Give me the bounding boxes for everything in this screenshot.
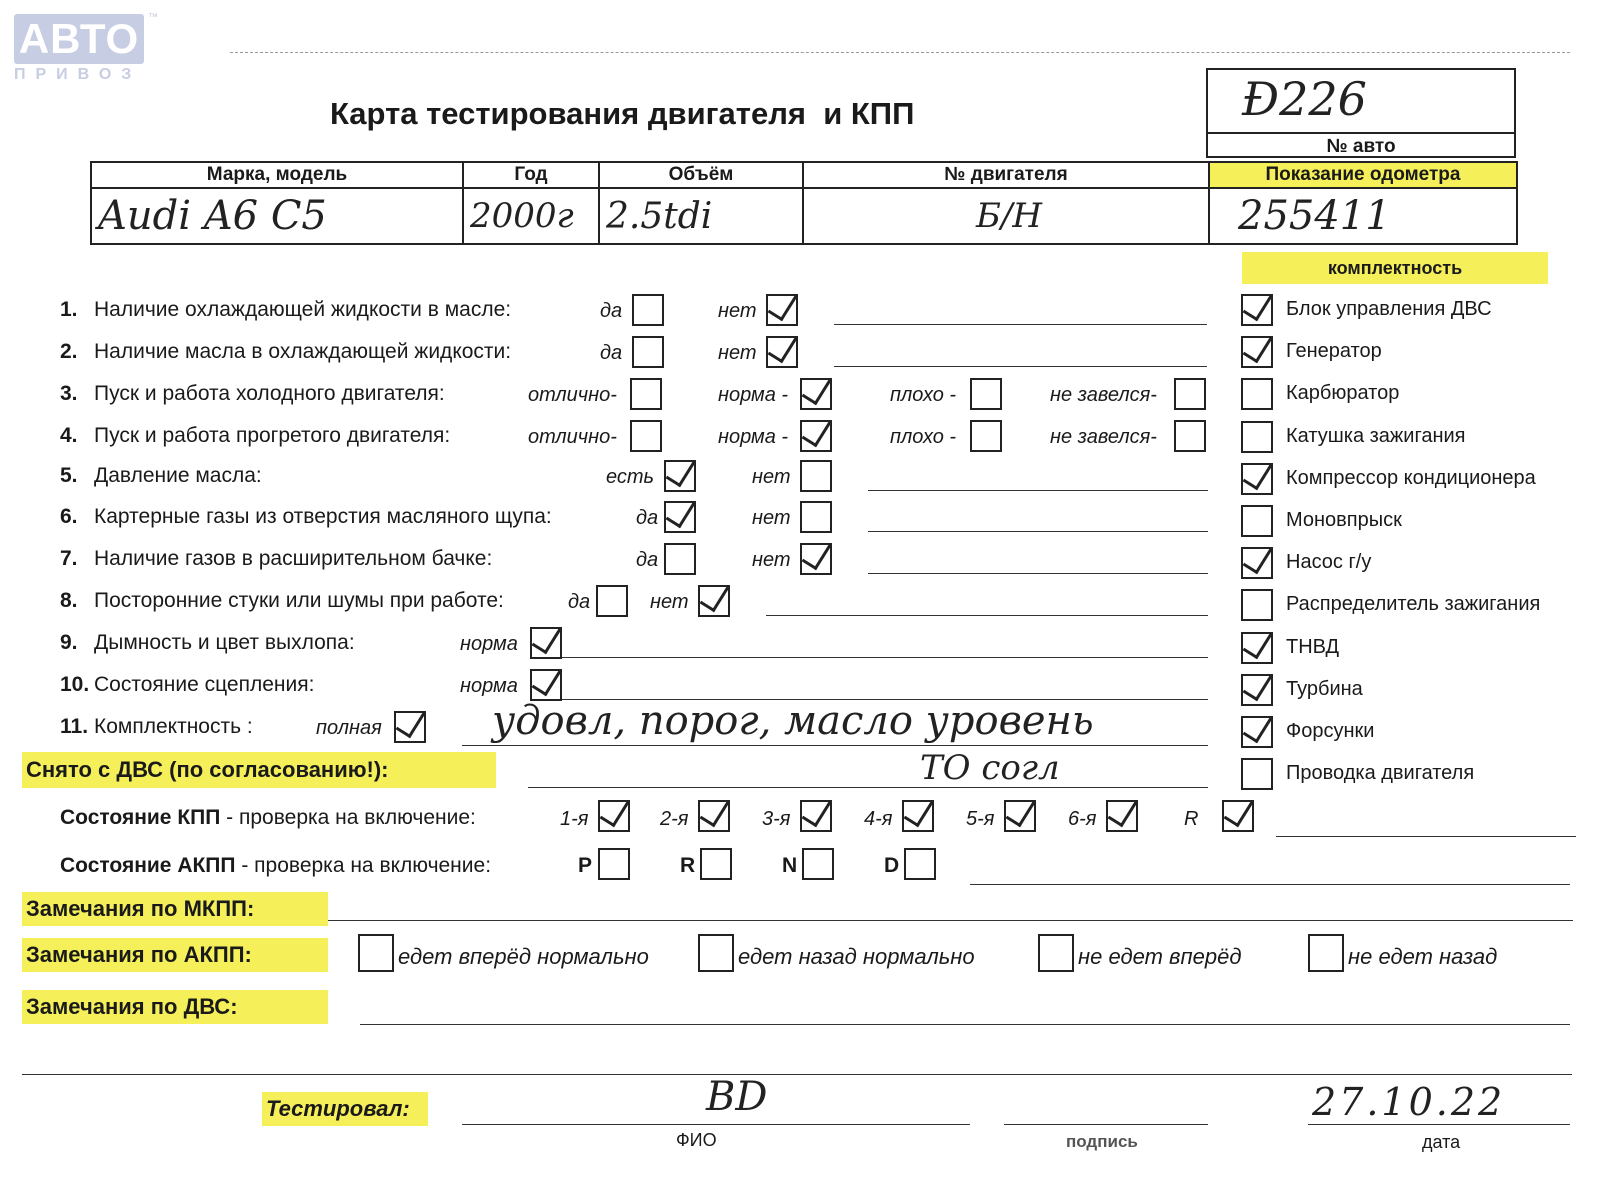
option-checkbox[interactable] xyxy=(664,501,696,533)
akpp-remark-label: не едет вперёд xyxy=(1078,944,1242,969)
answer-line xyxy=(868,490,1208,491)
option-checkbox[interactable] xyxy=(800,378,832,410)
completeness-checkbox[interactable] xyxy=(1241,758,1273,790)
question-number: 6. xyxy=(60,505,78,528)
option-checkbox[interactable] xyxy=(800,460,832,492)
akpp-line xyxy=(970,884,1570,885)
completeness-checkbox[interactable] xyxy=(1241,716,1273,748)
option-label: нет xyxy=(752,507,791,529)
gear-label: 2-я xyxy=(660,808,689,830)
remark-dvs-label: Замечания по ДВС: xyxy=(26,994,238,1019)
option-label: норма xyxy=(460,675,518,697)
option-checkbox[interactable] xyxy=(1174,378,1206,410)
option-checkbox[interactable] xyxy=(970,420,1002,452)
akpp-remark-label: едет назад нормально xyxy=(738,944,975,969)
question-text: Дымность и цвет выхлопа: xyxy=(94,631,355,654)
completeness-item-label: Карбюратор xyxy=(1286,382,1400,405)
completeness-checkbox[interactable] xyxy=(1241,378,1273,410)
note11-text: удовл, порог, масло уровень xyxy=(492,698,1094,744)
option-checkbox[interactable] xyxy=(664,543,696,575)
car-number-label: № авто xyxy=(1208,132,1514,160)
akpp-mode-checkbox[interactable] xyxy=(802,848,834,880)
test-date: 27.10.22 xyxy=(1312,1080,1506,1124)
gear-label: R xyxy=(1184,808,1199,830)
option-checkbox[interactable] xyxy=(766,294,798,326)
completeness-checkbox[interactable] xyxy=(1241,505,1273,537)
completeness-item-label: Насос г/у xyxy=(1286,551,1372,574)
option-checkbox[interactable] xyxy=(766,336,798,368)
option-checkbox[interactable] xyxy=(530,669,562,701)
gear-checkbox[interactable] xyxy=(902,800,934,832)
option-label: плохо - xyxy=(890,384,957,406)
option-checkbox[interactable] xyxy=(664,460,696,492)
option-checkbox[interactable] xyxy=(1174,420,1206,452)
question-text: Состояние сцепления: xyxy=(94,673,315,696)
sign-caption: подпись xyxy=(1066,1132,1138,1151)
remark-akpp-label: Замечания по АКПП: xyxy=(26,942,252,967)
col-volume: Объём xyxy=(599,162,803,188)
question-text: Наличие масла в охлаждающей жидкости: xyxy=(94,340,512,363)
akpp-remark-checkbox[interactable] xyxy=(1038,934,1074,972)
kpp-line xyxy=(1276,836,1576,837)
option-checkbox[interactable] xyxy=(970,378,1002,410)
completeness-checkbox[interactable] xyxy=(1241,674,1273,706)
completeness-item-label: Проводка двигателя xyxy=(1286,762,1475,785)
question-number: 1. xyxy=(60,298,78,321)
question-text: Наличие охлаждающей жидкости в масле: xyxy=(94,298,512,321)
question-number: 3. xyxy=(60,382,78,405)
completeness-item-label: Моновпрыск xyxy=(1286,509,1402,531)
akpp-mode-label: N xyxy=(782,854,798,877)
question-number: 7. xyxy=(60,547,78,570)
option-checkbox[interactable] xyxy=(630,378,662,410)
akpp-remark-checkbox[interactable] xyxy=(698,934,734,972)
answer-line xyxy=(834,324,1207,325)
val-odometer: 255411 xyxy=(1209,188,1517,244)
val-year: 2000г xyxy=(463,188,599,244)
option-checkbox[interactable] xyxy=(630,420,662,452)
page-title: Карта тестирования двигателя и КПП xyxy=(330,96,915,131)
question-text: Наличие газов в расширительном бачке: xyxy=(94,547,493,570)
option-checkbox[interactable] xyxy=(800,543,832,575)
option-label: да xyxy=(568,591,591,613)
answer-line xyxy=(868,573,1208,574)
gear-label: 4-я xyxy=(864,808,893,830)
question-number: 9. xyxy=(60,631,78,654)
option-checkbox[interactable] xyxy=(632,294,664,326)
question-text: Давление масла: xyxy=(94,464,262,487)
option-label: норма - xyxy=(718,426,789,448)
fio-line xyxy=(462,1124,970,1125)
date-caption: дата xyxy=(1422,1132,1461,1152)
option-label: да xyxy=(600,342,623,364)
question-number: 2. xyxy=(60,340,78,363)
gear-checkbox[interactable] xyxy=(1106,800,1138,832)
akpp-mode-label: R xyxy=(680,854,696,877)
logo-box: АВТО xyxy=(14,14,144,64)
completeness-item-label: Форсунки xyxy=(1286,720,1375,742)
gear-checkbox[interactable] xyxy=(598,800,630,832)
akpp-remark-checkbox[interactable] xyxy=(1308,934,1344,972)
option-label: нет xyxy=(650,591,689,613)
completeness-item-label: ТНВД xyxy=(1286,635,1340,658)
akpp-mode-checkbox[interactable] xyxy=(700,848,732,880)
option-checkbox[interactable] xyxy=(530,627,562,659)
completeness-item-label: Компрессор кондиционера xyxy=(1286,466,1536,489)
kpp-label: Состояние КПП - проверка на включение: xyxy=(60,806,476,829)
option-checkbox[interactable] xyxy=(394,711,426,743)
remark-dvs-line xyxy=(360,1024,1570,1025)
header-table xyxy=(90,161,1518,245)
akpp-remark-checkbox[interactable] xyxy=(358,934,394,972)
answer-line xyxy=(868,531,1208,532)
question-number: 8. xyxy=(60,589,78,612)
fio-caption: ФИО xyxy=(676,1130,717,1150)
akpp-mode-label: P xyxy=(578,854,593,877)
completeness-checkbox[interactable] xyxy=(1241,421,1273,453)
akpp-mode-checkbox[interactable] xyxy=(904,848,936,880)
completeness-checkbox[interactable] xyxy=(1241,463,1273,495)
tester-name: BD xyxy=(706,1074,768,1120)
sign-line xyxy=(1004,1124,1208,1125)
gear-label: 1-я xyxy=(560,808,589,830)
option-label: норма - xyxy=(718,384,789,406)
gear-label: 5-я xyxy=(966,808,995,830)
col-year: Год xyxy=(463,162,599,188)
val-volume: 2.5tdi xyxy=(599,188,803,244)
gear-checkbox[interactable] xyxy=(1222,800,1254,832)
answer-line xyxy=(766,615,1208,616)
tested-label: Тестировал: xyxy=(266,1096,410,1121)
option-label: нет xyxy=(752,549,791,571)
removed-line xyxy=(528,787,1208,788)
akpp-remark-label: не едет назад xyxy=(1348,944,1498,969)
completeness-item-label: Турбина xyxy=(1286,677,1363,700)
val-model: Audi A6 C5 xyxy=(91,188,463,244)
col-model: Марка, модель xyxy=(91,162,463,188)
question-text: Пуск и работа холодного двигателя: xyxy=(94,382,445,405)
option-checkbox[interactable] xyxy=(800,501,832,533)
gear-checkbox[interactable] xyxy=(698,800,730,832)
completeness-item-label: Генератор xyxy=(1286,340,1382,363)
note11-line xyxy=(462,745,1208,746)
option-label: нет xyxy=(718,300,757,322)
option-label: да xyxy=(636,507,659,529)
option-label: полная xyxy=(316,717,382,739)
completeness-checkbox[interactable] xyxy=(1241,547,1273,579)
option-label: да xyxy=(600,300,623,322)
option-label: да xyxy=(636,549,659,571)
completeness-checkbox[interactable] xyxy=(1241,294,1273,326)
logo-sub: ПРИВОЗ xyxy=(14,66,142,83)
akpp-mode-checkbox[interactable] xyxy=(598,848,630,880)
car-number-box xyxy=(1206,68,1516,158)
akpp-label: Состояние АКПП - проверка на включение: xyxy=(60,854,492,877)
completeness-item-label: Блок управления ДВС xyxy=(1286,298,1492,320)
question-text: Комплектность : xyxy=(94,715,253,738)
remark-mkpp-line xyxy=(328,920,1573,921)
answer-line xyxy=(562,657,1208,658)
torn-edge xyxy=(230,52,1570,53)
car-number-value: Ð226 xyxy=(1242,72,1367,126)
question-number: 11. xyxy=(60,715,89,738)
removed-value: ТО согл xyxy=(920,748,1060,788)
logo-tm: ™ xyxy=(148,12,158,23)
gear-label: 6-я xyxy=(1068,808,1097,830)
option-checkbox[interactable] xyxy=(632,336,664,368)
option-label: нет xyxy=(718,342,757,364)
col-engine-no: № двигателя xyxy=(803,162,1209,188)
remark-mkpp-label: Замечания по МКПП: xyxy=(26,896,255,921)
removed-label: Снято с ДВС (по согласованию!): xyxy=(26,757,389,782)
gear-checkbox[interactable] xyxy=(1004,800,1036,832)
completeness-checkbox[interactable] xyxy=(1241,589,1273,621)
option-label: плохо - xyxy=(890,426,957,448)
option-label: нет xyxy=(752,466,791,488)
completeness-item-label: Катушка зажигания xyxy=(1286,424,1466,447)
akpp-remark-label: едет вперёд нормально xyxy=(398,944,649,969)
question-text: Посторонние стуки или шумы при работе: xyxy=(94,589,504,612)
option-label: отлично- xyxy=(528,426,617,448)
question-number: 5. xyxy=(60,464,78,487)
option-checkbox[interactable] xyxy=(596,585,628,617)
option-label: норма xyxy=(460,633,518,655)
akpp-mode-label: D xyxy=(884,854,900,877)
option-label: отлично- xyxy=(528,384,617,406)
answer-line xyxy=(834,366,1207,367)
logo xyxy=(14,12,158,84)
remark-extra-line xyxy=(22,1074,1572,1075)
completeness-checkbox[interactable] xyxy=(1241,336,1273,368)
date-line xyxy=(1308,1124,1570,1125)
completeness-title: комплектность xyxy=(1242,252,1548,284)
option-label: не завелся- xyxy=(1050,426,1157,448)
col-odometer: Показание одометра xyxy=(1209,162,1517,188)
gear-label: 3-я xyxy=(762,808,791,830)
gear-checkbox[interactable] xyxy=(800,800,832,832)
question-text: Пуск и работа прогретого двигателя: xyxy=(94,424,451,447)
completeness-item-label: Распределитель зажигания xyxy=(1286,593,1541,616)
question-text: Картерные газы из отверстия масляного щупа: xyxy=(94,505,552,528)
option-checkbox[interactable] xyxy=(800,420,832,452)
val-engine-no: Б/Н xyxy=(803,188,1209,244)
option-label: есть xyxy=(606,466,655,488)
option-checkbox[interactable] xyxy=(698,585,730,617)
question-number: 10. xyxy=(60,673,90,696)
option-label: не завелся- xyxy=(1050,384,1157,406)
completeness-checkbox[interactable] xyxy=(1241,632,1273,664)
question-number: 4. xyxy=(60,424,78,447)
